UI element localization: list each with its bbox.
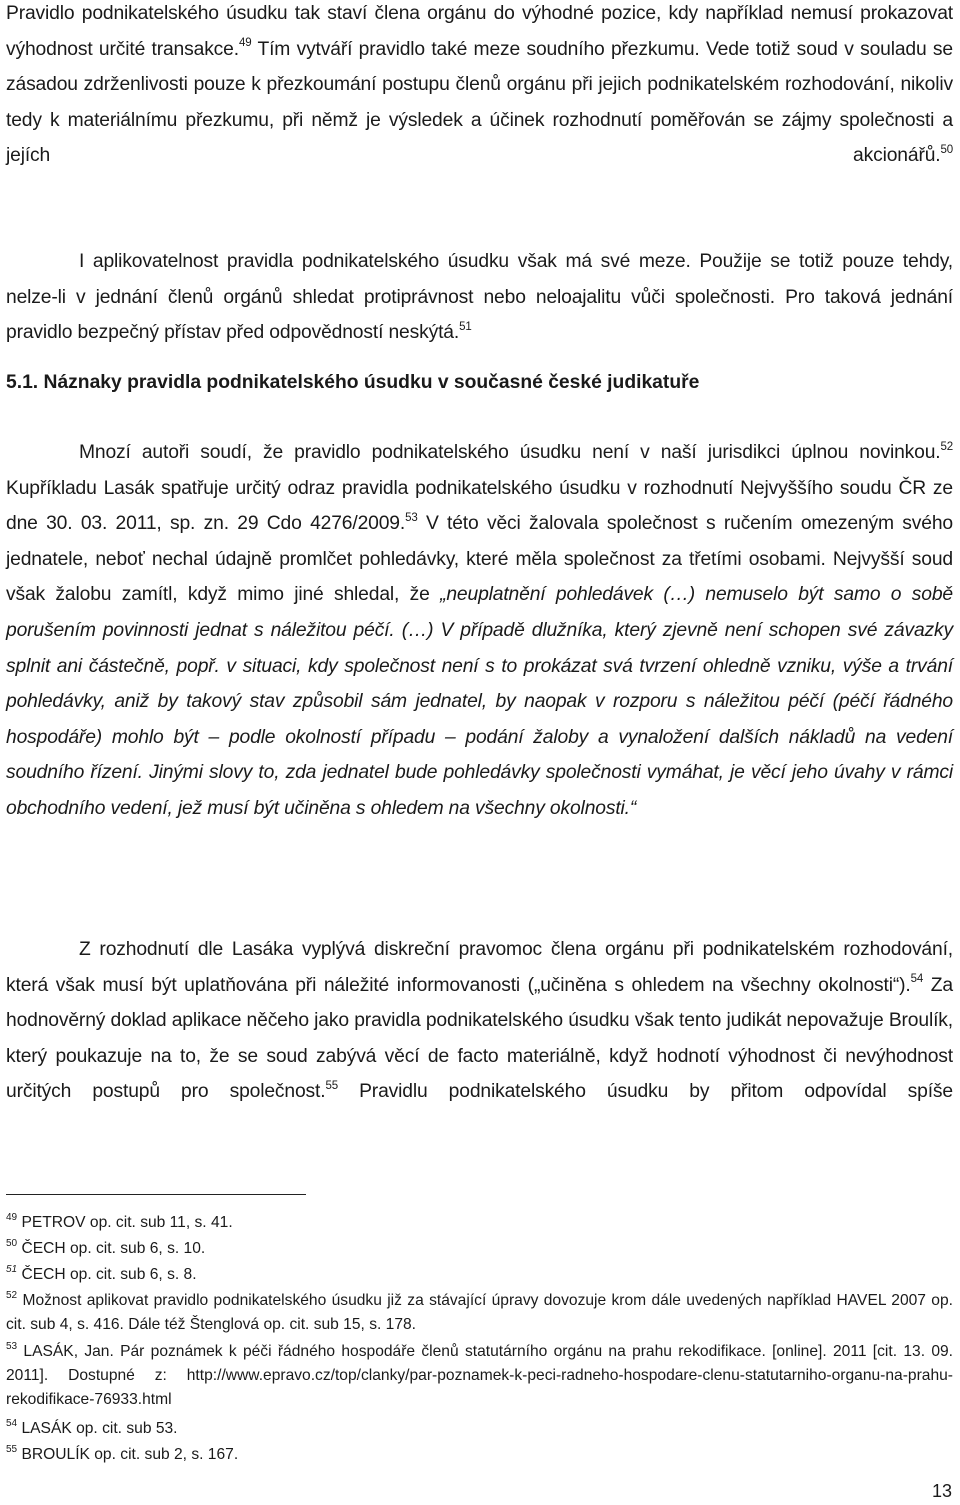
footnote-ref-50[interactable]: 50	[940, 143, 953, 156]
page-number: 13	[931, 1481, 952, 1501]
paragraph-text: Z rozhodnutí dle Lasáka vyplývá diskreční pravomoc člena orgánu při podnikatelském rozhodování, která však musí být uplatňována při náležité informovanosti („učiněna s ohledem na všechny okolnosti“).	[6, 939, 953, 996]
footnote-ref-51[interactable]: 51	[459, 320, 472, 333]
paragraph-3	[6, 435, 953, 827]
footnote-text: LASÁK op. cit. sub 53.	[21, 1420, 178, 1437]
paragraph-text: Mnozí autoři soudí, že pravidlo podnikatelského úsudku není v naší jurisdikci úplnou novinkou.	[79, 442, 941, 463]
footnote-52	[6, 1289, 953, 1337]
footnote-ref-54[interactable]: 54	[910, 973, 924, 986]
footnote-number: 53	[6, 1340, 18, 1352]
footnote-number: 50	[6, 1237, 18, 1249]
footnote-number: 55	[6, 1443, 18, 1455]
footnote-text: LASÁK, Jan. Pár poznámek k péči řádného hospodáře členů statutárního orgánu na prahu rekodifikace. [online]. 2011 [cit. 13. 09. 2011]. Dostupné z: http://www.epravo.cz/top/clanky/par-poznamek-k-peci-radneho-hospodare-clenu-statutarniho-organu-na-prahu-rekodifikace-76933.html	[6, 1343, 953, 1408]
paragraph-text: Kupříkladu Lasák spatřuje určitý odraz pravidla podnikatelského úsudku v rozhodnutí Nejvyššího soudu ČR ze dne 30. 03. 2011, sp. zn. 29 Cdo 4276/2009.	[6, 477, 953, 535]
paragraph-text: Pravidlu podnikatelského úsudku by přitom odpovídal spíše	[337, 1081, 953, 1103]
paragraph-1	[6, 0, 953, 174]
footnote-ref-49[interactable]: 49	[238, 37, 252, 50]
footnote-divider	[6, 1194, 306, 1195]
paragraph-2	[6, 244, 953, 351]
footnote-text: BROULÍK op. cit. sub 2, s. 167.	[21, 1446, 239, 1463]
footnote-text: Možnost aplikovat pravidlo podnikatelského úsudku již za stávající úpravy dovozuje krom dále uvedených například HAVEL 2007 op. cit. sub 4, s. 416. Dále též Štenglová op. cit. sub 15, s. 178.	[6, 1292, 953, 1333]
section-heading: 5.1. Náznaky pravidla podnikatelského úsudku v současné české judikatuře	[6, 372, 700, 393]
footnote-number: 49	[6, 1211, 18, 1223]
footnote-50	[6, 1237, 953, 1261]
footnote-number: 54	[6, 1417, 18, 1429]
footnote-55	[6, 1443, 953, 1467]
paragraph-text: Tím vytváří pravidlo také meze soudního přezkumu. Vede totiž soud v souladu se zásadou zdrženlivosti pouze k přezkoumání postupu členů orgánu při jejich podnikatelském rozhodování, nikoliv tedy k materiálnímu přezkumu, při němž je výsledek a účinek rozhodnutí poměřován se zájmy společnosti a jejích akcionářů.	[6, 38, 953, 167]
footnote-text: ČECH op. cit. sub 6, s. 10.	[21, 1240, 206, 1257]
footnote-51	[6, 1263, 953, 1287]
court-quote: „neuplatnění pohledávek (…) nemuselo být samo o sobě porušením povinnosti jednat s náležitou péčí. (…) V případě dlužníka, který zjevně není schopen své závazky splnit ani částečně, popř. v situaci, kdy společnost není s to prokázat svá tvrzení ohledně vzniku, výše a trvání pohledávky, aniž by takový stav způsobil sám jednatel, by naopak v rozporu s náležitou péčí (péčí řádného hospodáře) mohlo být – podle okolností případu – podání žaloby a vynaložení dalších nákladů na vedení soudního řízení. Jinými slovy to, zda jednatel bude pohledávky společnosti vymáhat, je věcí jeho úvahy v rámci obchodního vedení, jež musí být učiněna s ohledem na všechny okolnosti.“	[6, 584, 953, 819]
footnote-49	[6, 1211, 953, 1235]
footnote-53	[6, 1340, 953, 1412]
paragraph-text: I aplikovatelnost pravidla podnikatelského úsudku však má své meze. Použije se totiž pouze tehdy, nelze-li v jednání členů orgánů shledat protiprávnost nebo neloajalitu vůči společnosti. Pro taková jednání pravidlo bezpečný přístav před odpovědností neskýtá.	[6, 251, 953, 344]
footnote-ref-52[interactable]: 52	[940, 440, 953, 453]
footnote-ref-53[interactable]: 53	[405, 511, 418, 524]
footnote-text: ČECH op. cit. sub 6, s. 8.	[21, 1266, 197, 1283]
footnote-text: PETROV op. cit. sub 11, s. 41.	[21, 1214, 233, 1231]
paragraph-text: Pravidlo podnikatelského úsudku tak staví člena orgánu do výhodné pozice, kdy například nemusí prokazovat výhodnost určité transakce.	[6, 3, 953, 60]
paragraph-text: Za hodnověrný doklad aplikace něčeho jako pravidla podnikatelského úsudku však tento judikát nepovažuje Broulík, který poukazuje na to, že se soud zabývá věcí de facto materiálně, když hodnotí výhodnost či nevýhodnost určitých postupů pro společnost.	[6, 974, 953, 1103]
paragraph-4	[6, 932, 953, 1110]
footnote-54	[6, 1417, 953, 1441]
footnote-ref-55[interactable]: 55	[325, 1079, 338, 1092]
footnote-number: 52	[6, 1289, 18, 1301]
footnote-number: 51	[6, 1263, 18, 1275]
paragraph-text: V této věci žalovala společnost s ručením omezeným svého jednatele, neboť nechal údajně promlčet pohledávky, které měla společnost za třetími osobami. Nejvyšší soud však žalobu zamítl, když mimo jiné shledal, že	[6, 513, 953, 606]
